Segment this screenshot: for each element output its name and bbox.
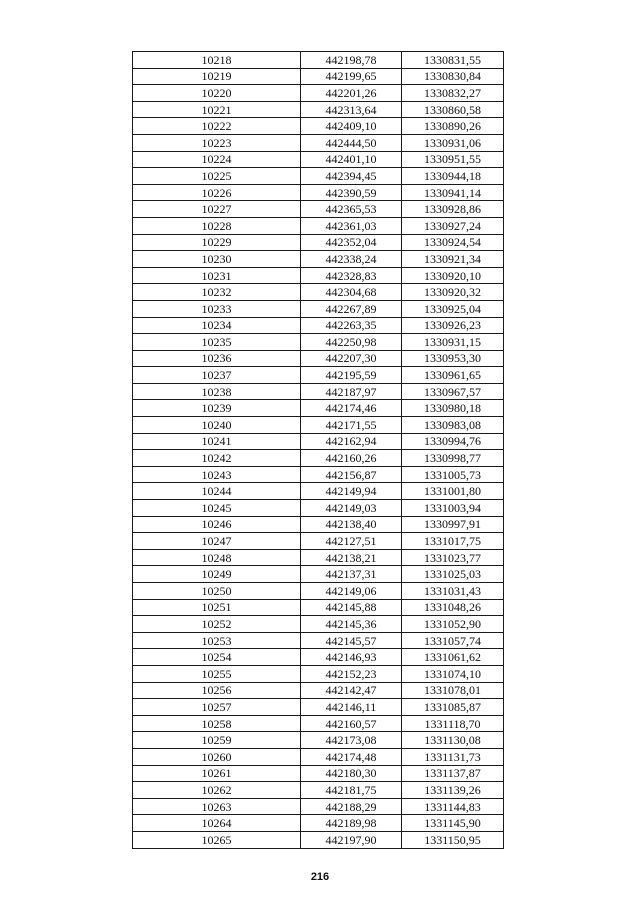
x-coordinate-cell: 442365,53	[301, 201, 402, 218]
y-coordinate-cell: 1330921,34	[402, 251, 504, 268]
y-coordinate-cell: 1330983,08	[402, 417, 504, 434]
y-coordinate-cell: 1331025,03	[402, 566, 504, 583]
point-number-cell: 10225	[133, 168, 301, 185]
table-row	[133, 134, 504, 151]
point-number-cell: 10220	[133, 85, 301, 102]
x-coordinate-cell: 442174,46	[301, 400, 402, 417]
table-row	[133, 782, 504, 799]
table-row	[133, 383, 504, 400]
y-coordinate-cell: 1331048,26	[402, 599, 504, 616]
point-number-cell: 10248	[133, 549, 301, 566]
y-coordinate-cell: 1331003,94	[402, 500, 504, 517]
table-row	[133, 616, 504, 633]
x-coordinate-cell: 442181,75	[301, 782, 402, 799]
y-coordinate-cell: 1331061,62	[402, 649, 504, 666]
x-coordinate-cell: 442250,98	[301, 334, 402, 351]
x-coordinate-cell: 442201,26	[301, 85, 402, 102]
y-coordinate-cell: 1331137,87	[402, 765, 504, 782]
x-coordinate-cell: 442127,51	[301, 533, 402, 550]
table-row	[133, 234, 504, 251]
y-coordinate-cell: 1330831,55	[402, 52, 504, 69]
table-row	[133, 334, 504, 351]
table-row	[133, 815, 504, 832]
x-coordinate-cell: 442145,36	[301, 616, 402, 633]
y-coordinate-cell: 1330953,30	[402, 350, 504, 367]
table-row	[133, 798, 504, 815]
x-coordinate-cell: 442142,47	[301, 682, 402, 699]
point-number-cell: 10263	[133, 798, 301, 815]
table-row	[133, 201, 504, 218]
y-coordinate-cell: 1331023,77	[402, 549, 504, 566]
point-number-cell: 10239	[133, 400, 301, 417]
point-number-cell: 10256	[133, 682, 301, 699]
coordinates-table-body	[133, 52, 504, 849]
table-row	[133, 466, 504, 483]
x-coordinate-cell: 442138,21	[301, 549, 402, 566]
point-number-cell: 10264	[133, 815, 301, 832]
table-row	[133, 300, 504, 317]
y-coordinate-cell: 1330998,77	[402, 450, 504, 467]
point-number-cell: 10245	[133, 500, 301, 517]
point-number-cell: 10227	[133, 201, 301, 218]
point-number-cell: 10226	[133, 184, 301, 201]
x-coordinate-cell: 442188,29	[301, 798, 402, 815]
x-coordinate-cell: 442160,57	[301, 715, 402, 732]
table-row	[133, 682, 504, 699]
table-row	[133, 118, 504, 135]
point-number-cell: 10236	[133, 350, 301, 367]
x-coordinate-cell: 442361,03	[301, 217, 402, 234]
x-coordinate-cell: 442173,08	[301, 732, 402, 749]
x-coordinate-cell: 442207,30	[301, 350, 402, 367]
y-coordinate-cell: 1331017,75	[402, 533, 504, 550]
table-row	[133, 68, 504, 85]
x-coordinate-cell: 442304,68	[301, 284, 402, 301]
point-number-cell: 10218	[133, 52, 301, 69]
y-coordinate-cell: 1331078,01	[402, 682, 504, 699]
point-number-cell: 10219	[133, 68, 301, 85]
y-coordinate-cell: 1331052,90	[402, 616, 504, 633]
point-number-cell: 10259	[133, 732, 301, 749]
y-coordinate-cell: 1330980,18	[402, 400, 504, 417]
point-number-cell: 10260	[133, 748, 301, 765]
point-number-cell: 10251	[133, 599, 301, 616]
y-coordinate-cell: 1330994,76	[402, 433, 504, 450]
point-number-cell: 10237	[133, 367, 301, 384]
y-coordinate-cell: 1330860,58	[402, 101, 504, 118]
table-row	[133, 699, 504, 716]
table-row	[133, 583, 504, 600]
table-row	[133, 317, 504, 334]
y-coordinate-cell: 1330830,84	[402, 68, 504, 85]
point-number-cell: 10241	[133, 433, 301, 450]
coordinates-table	[132, 51, 504, 849]
point-number-cell: 10233	[133, 300, 301, 317]
x-coordinate-cell: 442195,59	[301, 367, 402, 384]
y-coordinate-cell: 1330890,26	[402, 118, 504, 135]
point-number-cell: 10243	[133, 466, 301, 483]
table-row	[133, 599, 504, 616]
x-coordinate-cell: 442137,31	[301, 566, 402, 583]
table-row	[133, 549, 504, 566]
x-coordinate-cell: 442328,83	[301, 267, 402, 284]
point-number-cell: 10224	[133, 151, 301, 168]
table-row	[133, 52, 504, 69]
x-coordinate-cell: 442145,88	[301, 599, 402, 616]
table-row	[133, 500, 504, 517]
point-number-cell: 10223	[133, 134, 301, 151]
y-coordinate-cell: 1330926,23	[402, 317, 504, 334]
x-coordinate-cell: 442145,57	[301, 632, 402, 649]
point-number-cell: 10221	[133, 101, 301, 118]
x-coordinate-cell: 442198,78	[301, 52, 402, 69]
point-number-cell: 10244	[133, 483, 301, 500]
y-coordinate-cell: 1331057,74	[402, 632, 504, 649]
table-row	[133, 251, 504, 268]
x-coordinate-cell: 442338,24	[301, 251, 402, 268]
point-number-cell: 10230	[133, 251, 301, 268]
y-coordinate-cell: 1330931,15	[402, 334, 504, 351]
point-number-cell: 10247	[133, 533, 301, 550]
point-number-cell: 10265	[133, 831, 301, 848]
table-row	[133, 715, 504, 732]
table-row	[133, 151, 504, 168]
y-coordinate-cell: 1331145,90	[402, 815, 504, 832]
y-coordinate-cell: 1331001,80	[402, 483, 504, 500]
y-coordinate-cell: 1331005,73	[402, 466, 504, 483]
y-coordinate-cell: 1331144,83	[402, 798, 504, 815]
table-row	[133, 649, 504, 666]
point-number-cell: 10246	[133, 516, 301, 533]
table-row	[133, 367, 504, 384]
table-row	[133, 748, 504, 765]
x-coordinate-cell: 442409,10	[301, 118, 402, 135]
x-coordinate-cell: 442267,89	[301, 300, 402, 317]
x-coordinate-cell: 442149,06	[301, 583, 402, 600]
y-coordinate-cell: 1331150,95	[402, 831, 504, 848]
x-coordinate-cell: 442156,87	[301, 466, 402, 483]
y-coordinate-cell: 1331031,43	[402, 583, 504, 600]
y-coordinate-cell: 1331130,08	[402, 732, 504, 749]
x-coordinate-cell: 442401,10	[301, 151, 402, 168]
y-coordinate-cell: 1330928,86	[402, 201, 504, 218]
table-row	[133, 533, 504, 550]
x-coordinate-cell: 442197,90	[301, 831, 402, 848]
y-coordinate-cell: 1331074,10	[402, 665, 504, 682]
table-row	[133, 516, 504, 533]
point-number-cell: 10249	[133, 566, 301, 583]
y-coordinate-cell: 1330924,54	[402, 234, 504, 251]
table-row	[133, 85, 504, 102]
point-number-cell: 10257	[133, 699, 301, 716]
point-number-cell: 10255	[133, 665, 301, 682]
y-coordinate-cell: 1330997,91	[402, 516, 504, 533]
x-coordinate-cell: 442180,30	[301, 765, 402, 782]
table-row	[133, 765, 504, 782]
point-number-cell: 10231	[133, 267, 301, 284]
point-number-cell: 10238	[133, 383, 301, 400]
x-coordinate-cell: 442352,04	[301, 234, 402, 251]
x-coordinate-cell: 442160,26	[301, 450, 402, 467]
table-row	[133, 450, 504, 467]
y-coordinate-cell: 1330967,57	[402, 383, 504, 400]
page-number: 216	[310, 871, 330, 883]
x-coordinate-cell: 442138,40	[301, 516, 402, 533]
x-coordinate-cell: 442187,97	[301, 383, 402, 400]
x-coordinate-cell: 442162,94	[301, 433, 402, 450]
y-coordinate-cell: 1330832,27	[402, 85, 504, 102]
y-coordinate-cell: 1330951,55	[402, 151, 504, 168]
y-coordinate-cell: 1330931,06	[402, 134, 504, 151]
x-coordinate-cell: 442171,55	[301, 417, 402, 434]
point-number-cell: 10240	[133, 417, 301, 434]
point-number-cell: 10228	[133, 217, 301, 234]
table-row	[133, 217, 504, 234]
point-number-cell: 10235	[133, 334, 301, 351]
x-coordinate-cell: 442263,35	[301, 317, 402, 334]
x-coordinate-cell: 442174,48	[301, 748, 402, 765]
table-row	[133, 267, 504, 284]
point-number-cell: 10262	[133, 782, 301, 799]
y-coordinate-cell: 1331131,73	[402, 748, 504, 765]
x-coordinate-cell: 442444,50	[301, 134, 402, 151]
y-coordinate-cell: 1331118,70	[402, 715, 504, 732]
x-coordinate-cell: 442152,23	[301, 665, 402, 682]
table-row	[133, 632, 504, 649]
x-coordinate-cell: 442189,98	[301, 815, 402, 832]
table-row	[133, 417, 504, 434]
point-number-cell: 10222	[133, 118, 301, 135]
point-number-cell: 10254	[133, 649, 301, 666]
y-coordinate-cell: 1331139,26	[402, 782, 504, 799]
y-coordinate-cell: 1330925,04	[402, 300, 504, 317]
point-number-cell: 10234	[133, 317, 301, 334]
point-number-cell: 10258	[133, 715, 301, 732]
table-row	[133, 184, 504, 201]
y-coordinate-cell: 1331085,87	[402, 699, 504, 716]
x-coordinate-cell: 442149,03	[301, 500, 402, 517]
point-number-cell: 10252	[133, 616, 301, 633]
y-coordinate-cell: 1330941,14	[402, 184, 504, 201]
table-row	[133, 831, 504, 848]
table-row	[133, 400, 504, 417]
point-number-cell: 10253	[133, 632, 301, 649]
point-number-cell: 10229	[133, 234, 301, 251]
x-coordinate-cell: 442394,45	[301, 168, 402, 185]
x-coordinate-cell: 442146,11	[301, 699, 402, 716]
table-row	[133, 732, 504, 749]
point-number-cell: 10261	[133, 765, 301, 782]
x-coordinate-cell: 442390,59	[301, 184, 402, 201]
table-row	[133, 284, 504, 301]
point-number-cell: 10250	[133, 583, 301, 600]
x-coordinate-cell: 442199,65	[301, 68, 402, 85]
point-number-cell: 10232	[133, 284, 301, 301]
y-coordinate-cell: 1330920,32	[402, 284, 504, 301]
y-coordinate-cell: 1330961,65	[402, 367, 504, 384]
y-coordinate-cell: 1330920,10	[402, 267, 504, 284]
table-row	[133, 566, 504, 583]
y-coordinate-cell: 1330944,18	[402, 168, 504, 185]
table-row	[133, 665, 504, 682]
table-row	[133, 101, 504, 118]
point-number-cell: 10242	[133, 450, 301, 467]
x-coordinate-cell: 442149,94	[301, 483, 402, 500]
table-row	[133, 350, 504, 367]
x-coordinate-cell: 442146,93	[301, 649, 402, 666]
x-coordinate-cell: 442313,64	[301, 101, 402, 118]
table-row	[133, 168, 504, 185]
table-row	[133, 483, 504, 500]
table-row	[133, 433, 504, 450]
y-coordinate-cell: 1330927,24	[402, 217, 504, 234]
